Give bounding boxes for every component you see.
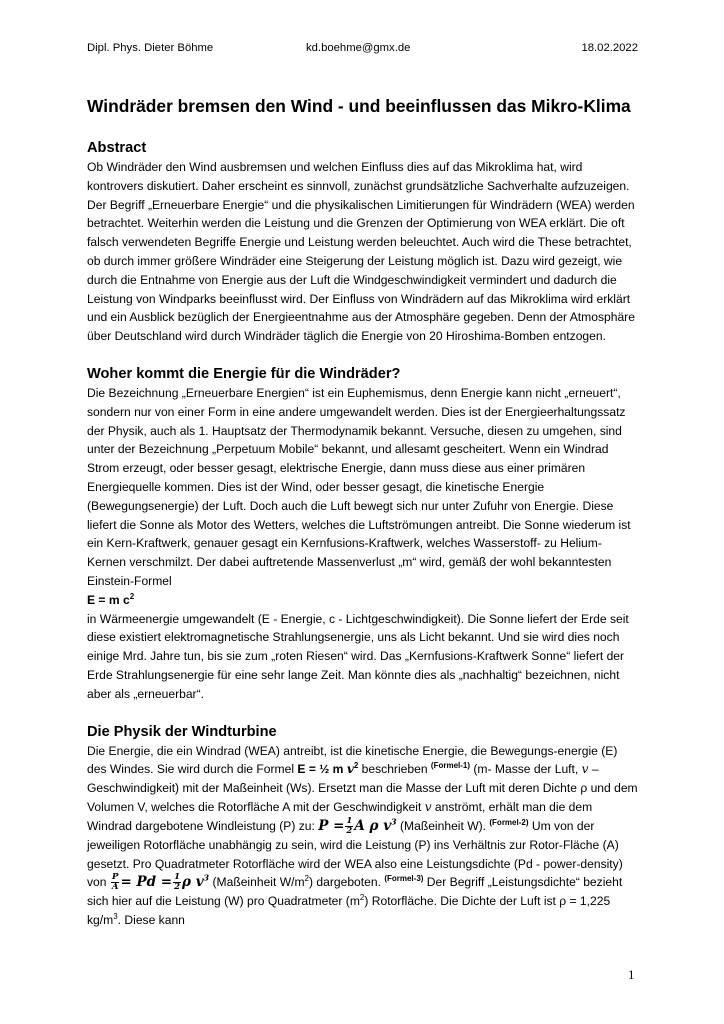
energy-source-paragraph-2: in Wärmeenergie umgewandelt (E - Energie, c - Lichtgeschwindigkeit). Die Sonne liefert der Erde seit diese existiert elektromagnetische Strahlungsenergie, uns als Licht bekannt. Und sie wird dies noch einige Mrd. Jahre tun, bis sie zum „roten Riesen“ wird. Das „Kernfusions-Kraftwerk Sonne“ liefert der Erde Strahlungsenergie für eine sehr lange Zeit. Man könnte dies als „nachhaltig“ bezeichnen, nicht aber als „erneuerbar“. [87, 611, 629, 701]
unit-exponent: 2 [359, 893, 365, 903]
einstein-formula [87, 591, 640, 610]
formula-reference-2: (Formel-2) [489, 817, 529, 827]
fraction-numerator: P [111, 872, 119, 883]
wind-turbine-physics-heading: Die Physik der Windturbine [87, 723, 277, 740]
text-run: Um von der jeweiligen Rotorfläche unabhängig zu sein, wird die Leistung (P) ins Verhältnis zur Rotor-Fläche (A) gesetzt. Pro Quadratmeter Rotorfläche wird der WEA also eine Leistungsdichte (Pd - power-density) von [87, 818, 623, 890]
wind-turbine-physics-paragraph [87, 742, 640, 930]
formula-middle: = Pd = [120, 874, 173, 891]
formula-exponent: 3 [391, 816, 397, 827]
text-run: – Geschwindigkeit) mit der Maßeinheit (Ws). Ersetzt man die Masse der Luft mit deren Dichte ρ und dem Volumen V, welches die Rotorfläche A mit der Geschwindigkeit [87, 762, 638, 814]
fraction-one-half [345, 817, 353, 836]
kinetic-energy-formula [297, 762, 358, 776]
unit-exponent: 2 [304, 874, 309, 884]
abstract-section [87, 139, 640, 346]
formula-exponent: 3 [203, 872, 210, 883]
page-number: 1 [628, 967, 635, 982]
power-density-formula [110, 872, 210, 893]
formula-lhs: P = [318, 817, 345, 834]
text-run: anströmt, erhält man die dem Windrad dargebotene Windleistung (P) zu: [87, 799, 593, 833]
text-run: ) dargeboten. [309, 875, 385, 890]
text-run: beschrieben [358, 762, 431, 777]
wind-turbine-physics-section [87, 723, 640, 930]
fraction-numerator: 1 [346, 815, 353, 826]
header-date: 18.02.2022 [581, 42, 638, 54]
einstein-formula-text: E = m c [87, 592, 130, 607]
unit-exponent: 3 [113, 912, 118, 922]
einstein-formula-exponent: 2 [129, 591, 135, 601]
text-run: Der Begriff „Leistungsdichte“ bezieht sich hier auf die Leistung (W) pro Quadratmeter (m [87, 875, 623, 909]
abstract-heading: Abstract [87, 140, 147, 156]
velocity-symbol: v [346, 762, 354, 777]
formula-text: E = ½ m [297, 762, 347, 777]
energy-source-paragraph-1: Die Bezeichnung „Erneuerbare Energien“ ist ein Euphemismus, denn Energie kann nicht „erneuert“, sondern nur von einer Form in eine andere umgewandelt werden. Dies ist der Energieerhaltungssatz der Physik, auch als 1. Hauptsatz der Thermodynamik bekannt. Versuche, diesen zu umgehen, sind unter der Bezeichnung „Perpetuum Mobile“ bekannt, und allesamt gescheitert. Wenn ein Windrad Strom erzeugt, oder besser gesagt, elektrische Energie, dann muss diese aus einer primären Energiequelle kommen. Dies ist der Wind, oder besser gesagt, die kinetische Energie (Bewegungsenergie) der Luft. Doch auch die Luft bewegt sich nur unter Zufuhr von Energie. Diese liefert die Sonne als Motor des Wetters, welches die Luftströmungen antreibt. Die Sonne wiederum ist ein Kern-Kraftwerk, genauer gesagt ein Kernfusions-Kraftwerk, welches Wasserstoff- zu Helium-Kernen verschmilzt. Der dabei auftretende Massenverlust „m“ wird, gemäß der wohl bekanntesten Einstein-Formel [87, 385, 631, 588]
fraction-denominator: 2 [174, 882, 181, 893]
document-body [87, 95, 640, 949]
text-run: . Diese kann [117, 913, 185, 928]
energy-source-heading: Woher kommt die Energie für die Windräder? [87, 365, 401, 382]
text-run: (m- Masse der Luft, [470, 762, 582, 777]
header-author: Dipl. Phys. Dieter Böhme [87, 42, 214, 54]
text-run: (Maßeinheit W/m [209, 875, 305, 890]
energy-source-section [87, 365, 640, 704]
formula-rhs: A ρ v [354, 817, 392, 834]
text-run: ) Rotorfläche. Die Dichte der Luft ist ρ = 1,225 kg/m [87, 894, 611, 928]
fraction-p-over-a [111, 873, 120, 892]
velocity-symbol: v [424, 799, 432, 814]
abstract-text: Ob Windräder den Wind ausbremsen und welchen Einfluss dies auf das Mikroklima hat, wird kontrovers diskutiert. Daher erscheint es sinnvoll, zunächst grundsätzliche Sachverhalte aufzuzeigen. Der Begriff „Erneuerbare Energie“ und die physikalischen Limitierungen für Windrädern (WEA) werden betrachtet. Weiterhin werden die Leistung und die Grenzen der Optimierung von WEA erklärt. Die oft falsch verwendeten Begriffe Energie und Leistung werden beleuchtet. Auch wird die These betrachtet, ob durch immer größere Windräder eine Steigerung der Leistung möglich ist. Dazu wird gezeigt, wie durch die Entnahme von Energie aus der Luft die Windgeschwindigkeit vermindert und dadurch die Leistung von Windparks beeinflusst wird. Der Einfluss von Windrädern auf das Mikroklima wird erklärt und ein Ausblick bezüglich der Energieentnahme aus der Atmosphäre gegeben. Denn der Atmosphäre über Deutschland wird durch Windräder täglich die Energie von 20 Hiroshima-Bomben entzogen. [87, 160, 635, 344]
page-header [87, 42, 638, 60]
document-title: Windräder bremsen den Wind - und beeinflussen das Mikro-Klima [87, 96, 631, 116]
fraction-numerator: 1 [174, 872, 181, 883]
wind-power-formula [318, 815, 397, 836]
text-run: Die Energie, die ein Windrad (WEA) antreibt, ist die kinetische Energie, die Bewegungs-energie (E) des Windes. Sie wird durch die Formel [87, 743, 618, 777]
formula-rhs: ρ v [182, 874, 204, 891]
text-run: (Maßeinheit W). [396, 818, 490, 833]
header-email: kd.boehme@gmx.de [306, 42, 411, 54]
velocity-symbol: v [581, 762, 589, 777]
formula-exponent: 2 [353, 761, 359, 771]
formula-reference-3: (Formel-3) [384, 874, 424, 884]
fraction-denominator: 2 [346, 825, 353, 836]
fraction-denominator: A [111, 882, 119, 893]
fraction-one-half [173, 873, 181, 892]
formula-reference-1: (Formel-1) [430, 761, 471, 771]
